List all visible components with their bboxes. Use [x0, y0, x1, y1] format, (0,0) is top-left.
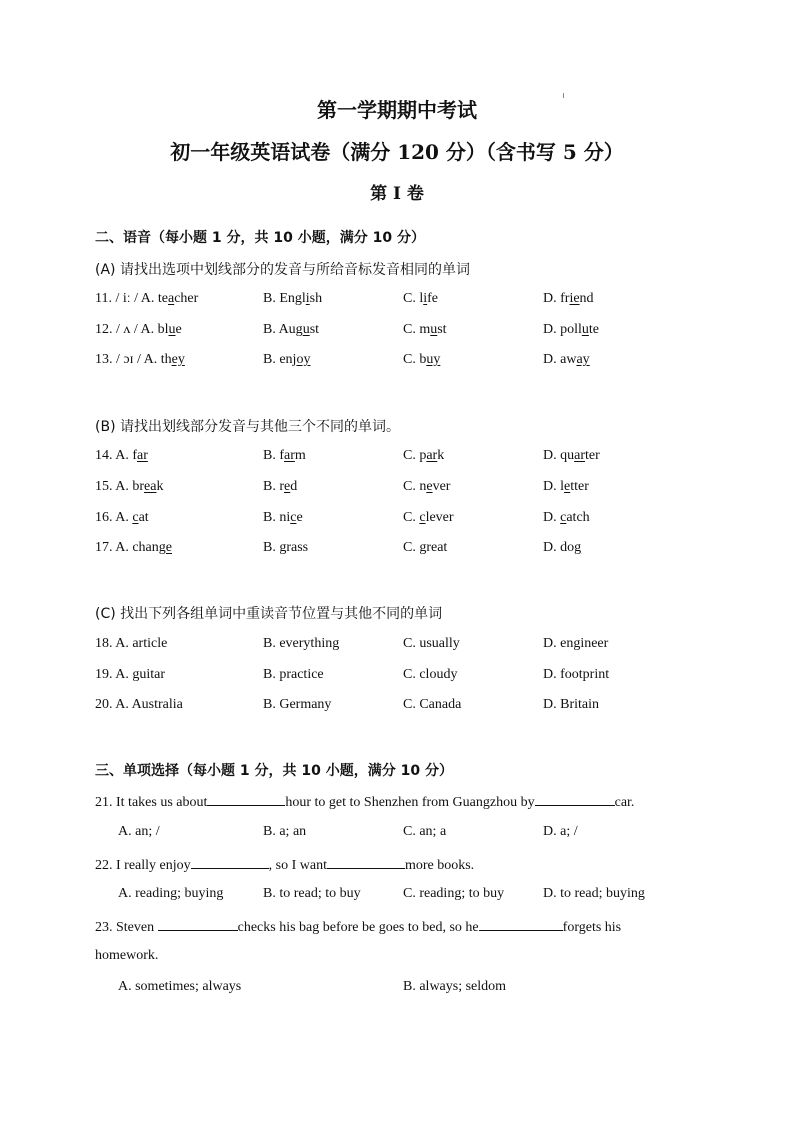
- q16-option-d: D. catch: [543, 510, 590, 525]
- answer-blank[interactable]: [535, 792, 615, 806]
- answer-blank[interactable]: [327, 855, 405, 869]
- partA-instruction: (A) 请找出选项中划线部分的发音与所给音标发音相同的单词: [95, 262, 470, 278]
- q14-option-c: C. park: [403, 448, 445, 463]
- q21-option-d: D. a; /: [543, 824, 578, 839]
- q17-option-a: 17. A. change: [95, 540, 172, 555]
- section2-heading: 二、语音（每小题 1 分，共 10 小题，满分 10 分）: [95, 230, 425, 246]
- q22-option-b: B. to read; to buy: [263, 886, 361, 901]
- q20-option-d: D. Britain: [543, 697, 599, 712]
- q23-option-b: B. always; seldom: [403, 979, 507, 994]
- q21-option-c: C. an; a: [403, 824, 447, 839]
- q18-option-d: D. engineer: [543, 636, 609, 651]
- partB-instruction: (B) 请找出划线部分发音与其他三个不同的单词。: [95, 419, 400, 435]
- q17-option-c: C. great: [403, 540, 448, 555]
- answer-blank[interactable]: [158, 917, 238, 931]
- q23-option-a: A. sometimes; always: [118, 979, 242, 994]
- partC-instruction: (C) 找出下列各组单词中重读音节位置与其他不同的单词: [95, 606, 443, 622]
- q18-option-b: B. everything: [263, 636, 340, 651]
- q12-option-d: D. pollute: [543, 322, 599, 337]
- q12-option-b: B. August: [263, 322, 320, 337]
- q15-option-b: B. red: [263, 479, 298, 494]
- answer-blank[interactable]: [207, 792, 285, 806]
- q12-option-c: C. must: [403, 322, 447, 337]
- q13-option-d: D. away: [543, 352, 590, 367]
- q23-stem-continued: homework.: [95, 948, 159, 963]
- q17-option-b: B. grass: [263, 540, 309, 555]
- q21-option-b: B. a; an: [263, 824, 307, 839]
- exam-title: 第一学期期中考试: [317, 98, 477, 122]
- q14-option-b: B. farm: [263, 448, 306, 463]
- q19-option-c: C. cloudy: [403, 667, 458, 682]
- q11-option-c: C. life: [403, 291, 439, 306]
- q16-option-a: 16. A. cat: [95, 510, 149, 525]
- q11-option-a: 11. / iː / A. teacher: [95, 291, 199, 306]
- q15-option-d: D. letter: [543, 479, 589, 494]
- q13-option-a: 13. / ɔɪ / A. they: [95, 352, 185, 367]
- q16-option-c: C. clever: [403, 510, 454, 525]
- q16-option-b: B. nice: [263, 510, 303, 525]
- q15-option-c: C. never: [403, 479, 451, 494]
- answer-blank[interactable]: [479, 917, 563, 931]
- q21-option-a: A. an; /: [118, 824, 160, 839]
- q22-option-d: D. to read; buying: [543, 886, 645, 901]
- q11-option-d: D. friend: [543, 291, 594, 306]
- q13-option-c: C. buy: [403, 352, 441, 367]
- q20-option-b: B. Germany: [263, 697, 332, 712]
- section3-heading: 三、单项选择（每小题 1 分，共 10 小题，满分 10 分）: [95, 763, 453, 779]
- q19-option-a: 19. A. guitar: [95, 667, 165, 682]
- exam-subtitle: 初一年级英语试卷（满分 120 分）（含书写 5 分）: [170, 140, 624, 164]
- q19-option-b: B. practice: [263, 667, 324, 682]
- answer-blank[interactable]: [191, 855, 269, 869]
- q22-stem: 22. I really enjoy , so I want more books.: [95, 855, 474, 874]
- q11-option-b: B. English: [263, 291, 323, 306]
- q12-option-a: 12. / ʌ / A. blue: [95, 322, 182, 337]
- q18-option-a: 18. A. article: [95, 636, 168, 651]
- q19-option-d: D. footprint: [543, 667, 610, 682]
- q13-option-b: B. enjoy: [263, 352, 311, 367]
- volume-label: 第 I 卷: [370, 184, 424, 204]
- q14-option-a: 14. A. far: [95, 448, 148, 463]
- q20-option-c: C. Canada: [403, 697, 462, 712]
- q22-option-c: C. reading; to buy: [403, 886, 505, 901]
- q20-option-a: 20. A. Australia: [95, 697, 183, 712]
- q22-option-a: A. reading; buying: [118, 886, 224, 901]
- q21-stem: 21. It takes us about hour to get to Shenzhen from Guangzhou by car.: [95, 792, 634, 811]
- q15-option-a: 15. A. break: [95, 479, 164, 494]
- q18-option-c: C. usually: [403, 636, 460, 651]
- q17-option-d: D. dog: [543, 540, 582, 555]
- q14-option-d: D. quarter: [543, 448, 600, 463]
- q23-stem: 23. Steven checks his bag before be goes to bed, so he forgets his: [95, 917, 621, 936]
